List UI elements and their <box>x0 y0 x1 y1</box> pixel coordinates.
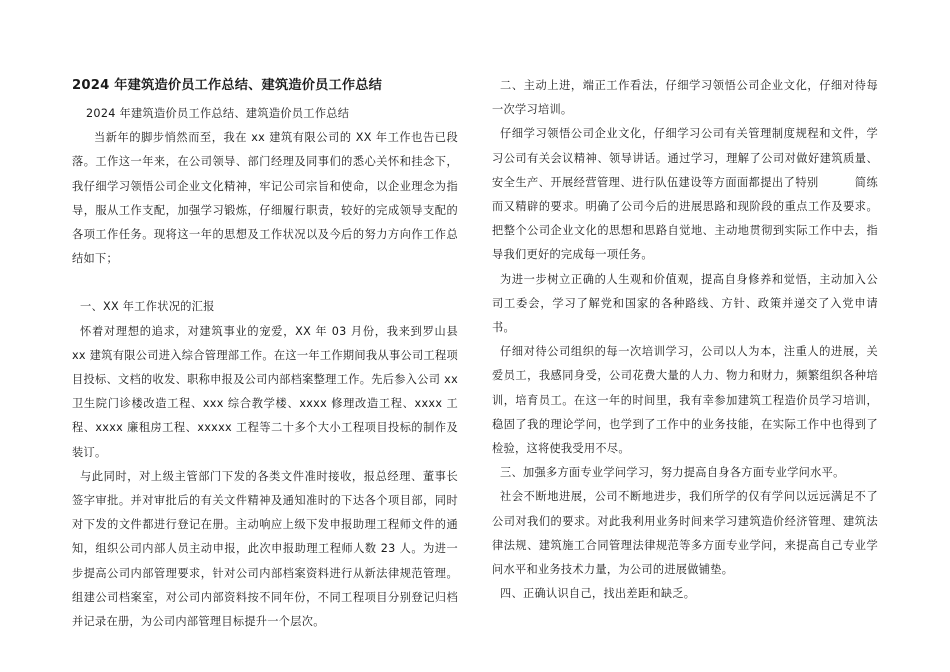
paragraph-document-management: 与此同时，对上级主管部门下发的各类文件准时接收，报总经理、董事长签字审批。并对审批后的有关文件精神及通知准时的下达各个项目部，同时对下发的文件都进行登记在册。主动响应上级下发申报助理工程师文件的通知，组织公司内部人员主动申报，此次申报助理工程师人数 23 人。为进一步提高公司内部管理要求，针对公司内部档案资料进行从新法律规范管理。组建公司档案室，对公司内部资料按不同年份，不同工程项目分别登记归档并记录在册，为公司内部管理目标提升一个层次。 <box>72 469 458 629</box>
intro-paragraph: 当新年的脚步悄然而至，我在 xx 建筑有限公司的 XX 年工作也告已段落。工作这一年来，在公司领导、部门经理及同事们的悉心关怀和挂念下，我仔细学习领悟公司企业文化精神，牢记公司宗旨和使命，以企业理念为指导，服从工作支配，加强学习锻炼，仔细履行职责，较好的完成领导支配的各项工作任务。现将这一年的思想及工作状况以及今后的努力方向作工作总结如下； <box>72 131 458 266</box>
paragraph-company-culture-part2: 简练而又精辟的要求。明确了公司今后的进展思路和现阶段的重点工作及要求。把整个公司企业文化的思想和思路自觉地、主动地贯彻到实际工作中去，指导我们更好的完成每一项任务。 <box>492 175 878 262</box>
document-title: 2024 年建筑造价员工作总结、建筑造价员工作总结 <box>72 78 383 93</box>
paragraph-training: 仔细对待公司组织的每一次培训学习，公司以人为本，注重人的进展，关爱员工，我感同身受，公司花费大量的人力、物力和财力，频繁组织各种培训，培育员工。在这一年的时间里，我有幸参加建筑工程造价员学习培训，稳固了我的理论学问，也学到了工作中的业务技能，在实际工作中也得到了检验，这将使我受用不尽。 <box>492 345 878 456</box>
right-column <box>492 74 878 606</box>
paragraph-work-report: 怀着对理想的追求，对建筑事业的宠爱，XX 年 03 月份，我来到罗山县 xx 建筑有限公司进入综合管理部工作。在这一年工作期间我从事公司工程项目投标、文档的收发、职称申报及公司内部档案整理工作。先后参入公司 xx 卫生院门诊楼改造工程、xxx 综合教学楼、xxxx 修理改造工程、xxxx 工程、xxxx 廉租房工程、xxxxx 工程等二十多个大小工程项目投标的制作及装订。 <box>72 324 458 459</box>
paragraph-company-culture-part1: 仔细学习领悟公司企业文化，仔细学习公司有关管理制度规程和文件，学习公司有关会议精神、领导讲话。通过学习，理解了公司对做好建筑质量、安全生产、开展经营管理、进行队伍建设等方面面都提出了特别 <box>492 127 878 189</box>
section-heading-3: 三、加强多方面专业学问学习，努力提高自身各方面专业学问水平。 <box>500 466 845 480</box>
document-subtitle: 2024 年建筑造价员工作总结、建筑造价员工作总结 <box>86 107 350 120</box>
left-column <box>72 76 458 634</box>
section-heading-4: 四、正确认识自己，找出差距和缺乏。 <box>500 587 696 601</box>
paragraph-values: 为进一步树立正确的人生观和价值观，提高自身修养和觉悟，主动加入公司工委会，学习了解党和国家的各种路线、方针、政策并递交了入党申请书。 <box>492 272 878 335</box>
paragraph-spacer <box>72 271 458 295</box>
section-heading-1: 一、XX 年工作状况的汇报 <box>80 300 215 314</box>
section-heading-2: 二、主动上进，端正工作看法，仔细学习领悟公司企业文化，仔细对待每一次学习培训。 <box>492 79 878 117</box>
paragraph-company-culture <box>492 122 878 267</box>
paragraph-professional-study: 社会不断地进展，公司不断地进步，我们所学的仅有学问以远远满足不了公司对我们的要求。对此我利用业务时间来学习建筑造价经济管理、建筑法律法规、建筑施工合同管理法律规范等多方面专业学问，来提高自己专业学问水平和业务技术力量，为公司的进展做铺垫。 <box>492 490 878 577</box>
